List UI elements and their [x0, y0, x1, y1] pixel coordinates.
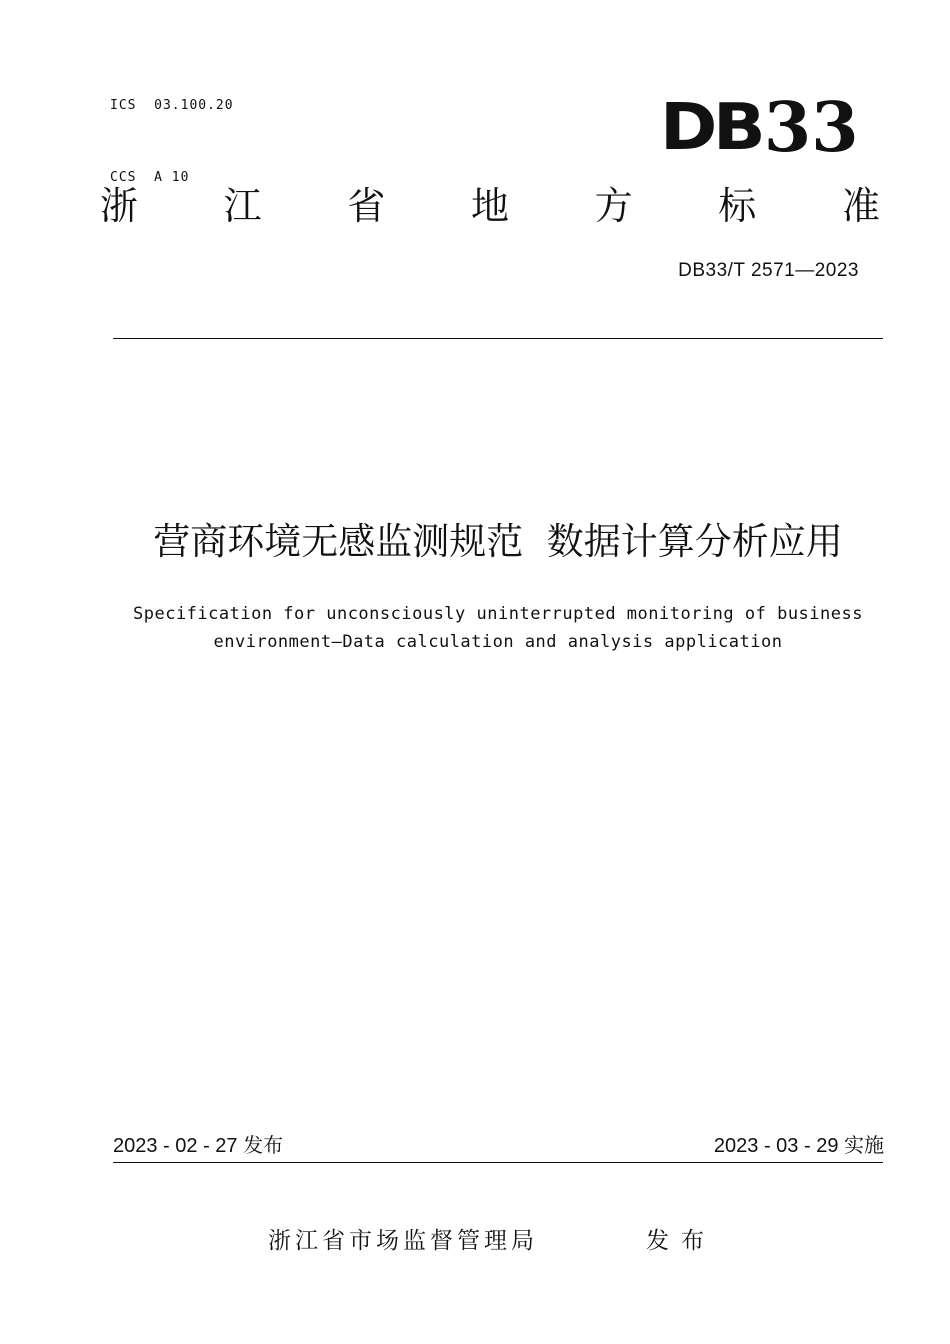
- ccs-code: CCS A 10: [110, 170, 190, 185]
- standard-type-char: 标: [718, 184, 757, 228]
- standard-type-char: 浙: [100, 184, 139, 228]
- implementation-date: 2023 - 03 - 29 实施: [713, 1135, 884, 1157]
- logo-number: 33: [763, 88, 859, 168]
- standard-type-char: 地: [470, 184, 509, 228]
- bottom-divider: [113, 1162, 883, 1163]
- standard-type-char: 准: [841, 184, 880, 228]
- title-chinese: 营商环境无感监测规范 数据计算分析应用: [153, 520, 843, 563]
- release-date: 2023 - 02 - 27 发布: [113, 1135, 284, 1157]
- title-english-line: environment—Data calculation and analysis application: [213, 632, 783, 652]
- top-divider: [113, 338, 883, 339]
- standard-type-char: 省: [347, 184, 386, 228]
- issuer-name: 浙江省市场监督管理局: [268, 1228, 538, 1254]
- db33-logo: [660, 80, 890, 168]
- issuer-action: 发布: [646, 1228, 716, 1254]
- title-english: [0, 600, 950, 656]
- standard-number: DB33/T 2571—2023: [678, 260, 859, 281]
- standard-type-char: 方: [594, 184, 633, 228]
- logo-prefix: DB: [660, 91, 762, 165]
- ics-code: ICS 03.100.20: [110, 98, 234, 113]
- title-english-line: Specification for unconsciously uninterrupted monitoring of business: [133, 604, 863, 624]
- standard-type-heading: [100, 180, 880, 232]
- standard-type-char: 江: [223, 184, 262, 228]
